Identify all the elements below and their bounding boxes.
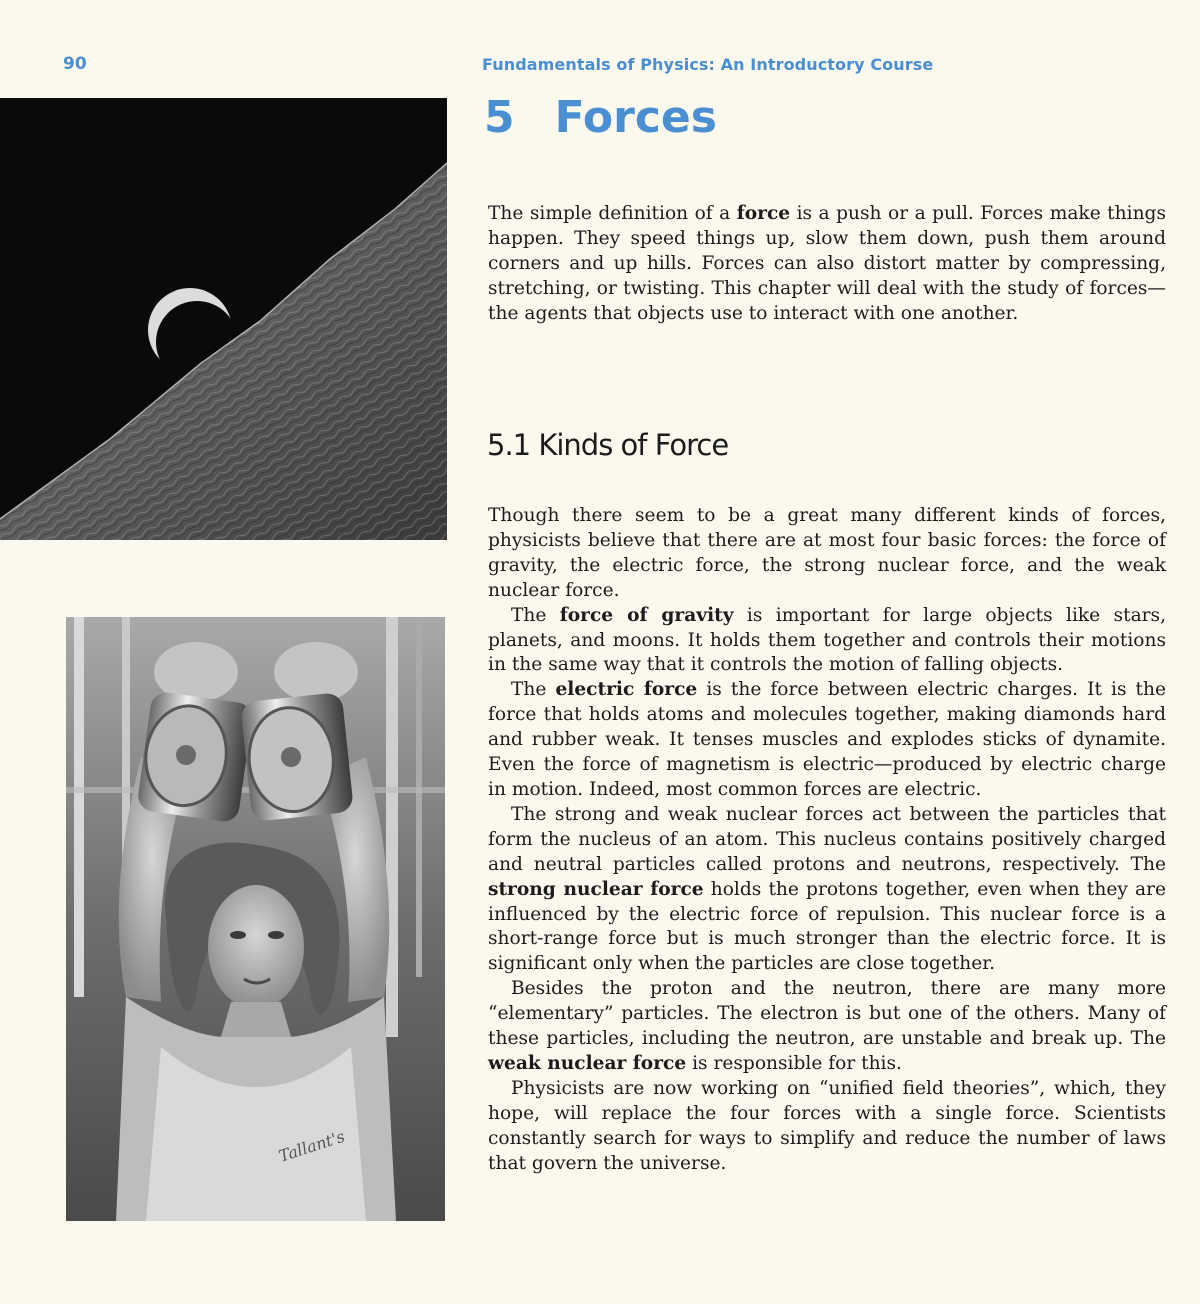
earthrise-image	[0, 98, 447, 540]
text-run: The	[511, 679, 556, 701]
weightlifter-photo	[66, 617, 445, 1221]
chapter-title	[484, 88, 717, 148]
text-run: Besides the proton and the neutron, there are many more “elementary” particles. The electron is but one of the others. Many of these particles, including the neutron, are unstable and break up. The	[488, 978, 1166, 1050]
paragraph-electric	[488, 678, 1166, 803]
intro-paragraph	[488, 202, 1166, 327]
paragraph-strong-nuclear	[488, 803, 1166, 977]
paragraph-gravity	[488, 604, 1166, 679]
term-force-of-gravity: force of gravity	[559, 604, 734, 626]
text-run: holds the protons together, even when they are influenced by the electric force of repulsion. This nuclear force is a short-range force but is much stronger than the electric force. It is significant only when the particles are close together.	[488, 878, 1166, 975]
paragraph-basic-forces: Though there seem to be a great many different kinds of forces, physicists believe that there are at most four basic forces: the force of gravity, the electric force, the strong nuclear force, and the weak nuclear force.	[488, 505, 1166, 601]
chapter-name: Forces	[554, 92, 717, 143]
text-run: is important for large objects like stars, planets, and moons. It holds them together and controls their motions in the same way that it controls the motion of falling objects.	[488, 604, 1167, 676]
intro-paragraph-block	[488, 202, 1166, 327]
section-heading: 5.1 Kinds of Force	[487, 428, 729, 462]
text-run: is the force between electric charges. It is the force that holds atoms and molecules together, making diamonds hard and rubber weak. It tenses muscles and explodes sticks of dynamite. Even the force of magnetism is electric—produced by electric charge in motion. Indeed, most common forces are electric.	[488, 679, 1167, 800]
text-run: The strong and weak nuclear forces act between the particles that form the nucleus of an atom. This nucleus contains positively charged and neutral particles called protons and neutrons, respectively. The	[488, 803, 1166, 875]
text-run: is a push or a pull. Forces make things happen. They speed things up, slow them down, push them around corners and up hills. Forces can also distort matter by compressing, stretching, or twisting. This chapter will deal with the study of forces—the agents that objects use to interact with one another.	[488, 203, 1166, 324]
term-electric-force: electric force	[555, 679, 698, 701]
term-weak-nuclear-force: weak nuclear force	[488, 1052, 687, 1074]
paragraph-unified-theories: Physicists are now working on “unified field theories”, which, they hope, will replace the four forces with a single force. Scientists constantly search for ways to simplify and reduce the number of laws that govern the universe.	[488, 1077, 1166, 1174]
chapter-number: 5	[484, 92, 515, 143]
term-force: force	[736, 203, 791, 224]
paragraph-weak-nuclear	[488, 977, 1166, 1077]
text-run: The simple definition of a	[488, 203, 737, 224]
term-strong-nuclear-force: strong nuclear force	[488, 878, 704, 900]
shirt-logo: Tallant's	[276, 1126, 347, 1166]
earthrise-photo	[0, 98, 447, 540]
weightlifter-image	[66, 617, 445, 1221]
section-body	[488, 504, 1166, 1176]
text-run: The	[511, 604, 560, 626]
text-run: is responsible for this.	[686, 1052, 902, 1074]
page-number: 90	[63, 54, 87, 74]
running-head: Fundamentals of Physics: An Introductory Course	[482, 55, 934, 74]
